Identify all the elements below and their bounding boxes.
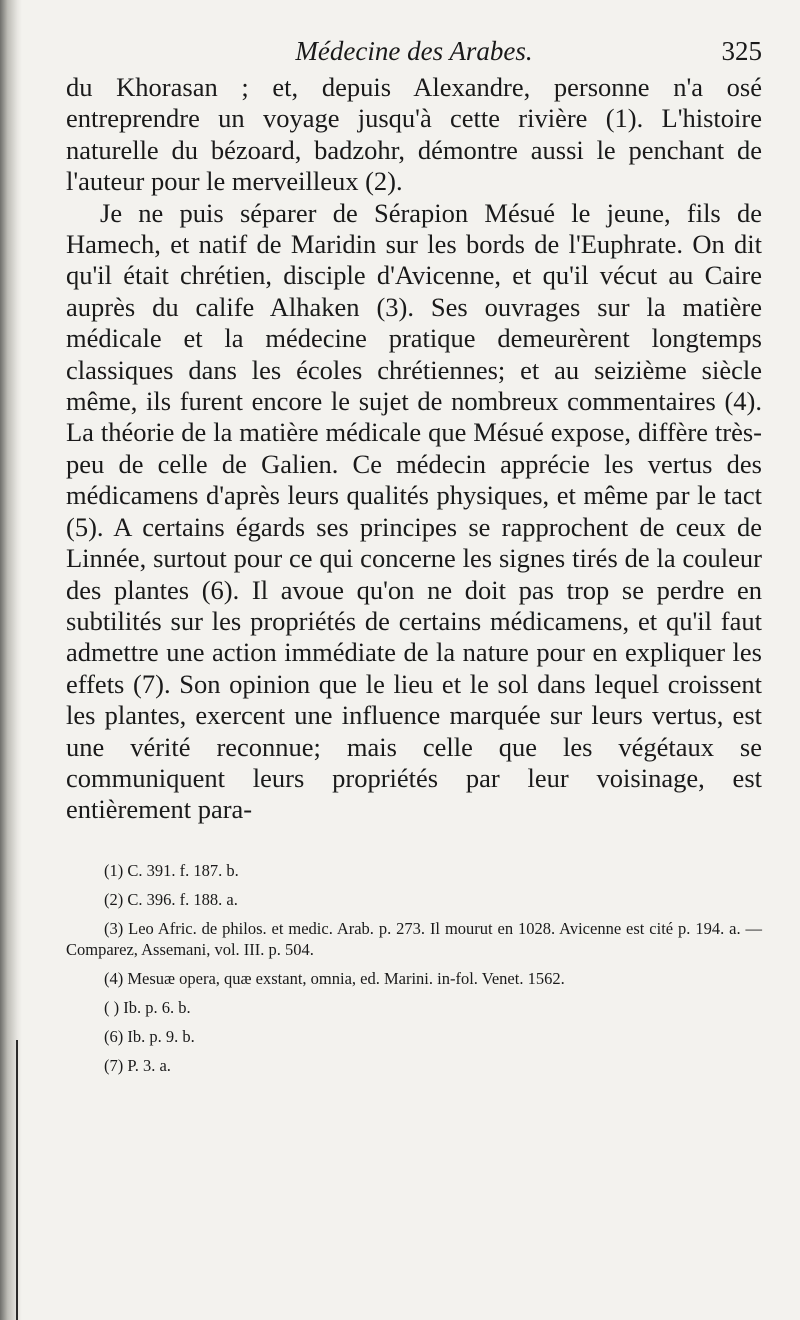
paragraph: Je ne puis séparer de Sérapion Mésué le jeune, fils de Hamech, et natif de Maridin sur les bords de l'Euphrate. On dit qu'il était chrétien, disciple d'Avicenne, et qu'il vécut au Caire auprès du calife Alhaken (3). Ses ouvrages sur la matière médicale et la médecine pratique demeurèrent longtemps classiques dans les écoles chrétiennes; et au seizième siècle même, ils furent encore le sujet de nombreux commentaires (4). La théorie de la matière médicale que Mésué expose, diffère très-peu de celle de Galien. Ce médecin apprécie les vertus des médicamens d'après leurs qualités physiques, et même par le tact (5). A certains égards ses principes se rapprochent de ceux de Linnée, surtout pour ce qui concerne les signes tirés de la couleur des plantes (6). Il avoue qu'on ne doit pas trop se perdre en subtilités sur les propriétés de certains médicamens, et qu'il faut admettre une action immédiate de la nature pour en expliquer les effets (7). Son opinion que le lieu et le sol dans lequel croissent les plantes, exercent une influence marquée sur leurs vertus, est une vérité reconnue; mais celle que les végétaux se communiquent leurs propriétés par leur voisinage, est entièrement para- bbox=[66, 197, 762, 825]
running-title: Médecine des Arabes. bbox=[295, 36, 533, 66]
body-text bbox=[66, 72, 762, 826]
book-page bbox=[66, 32, 762, 1084]
footnote: ( ) Ib. p. 6. b. bbox=[104, 997, 191, 1017]
running-head bbox=[66, 32, 762, 72]
binding-line bbox=[16, 1040, 18, 1320]
footnotes bbox=[66, 860, 762, 1076]
footnote: (1) C. 391. f. 187. b. bbox=[104, 860, 239, 880]
footnote: (2) C. 396. f. 188. a. bbox=[104, 889, 238, 909]
footnote: (3) Leo Afric. de philos. et medic. Arab. p. 273. Il mourut en 1028. Avicenne est cité p. 194. a. — Comparez, Assemani, vol. III. p. 504. bbox=[66, 918, 762, 959]
page-number: 325 bbox=[721, 36, 762, 66]
footnote: (7) P. 3. a. bbox=[104, 1055, 171, 1075]
footnote: (6) Ib. p. 9. b. bbox=[104, 1026, 195, 1046]
page-shadow-edge bbox=[0, 0, 22, 1320]
paragraph: du Khorasan ; et, depuis Alexandre, personne n'a osé entreprendre un voyage jusqu'à cette rivière (1). L'histoire naturelle du bézoard, badzohr, démontre aussi le penchant de l'auteur pour le merveilleux (2). bbox=[66, 72, 762, 197]
footnote: (4) Mesuæ opera, quæ exstant, omnia, ed. Marini. in-fol. Venet. 1562. bbox=[104, 968, 565, 988]
